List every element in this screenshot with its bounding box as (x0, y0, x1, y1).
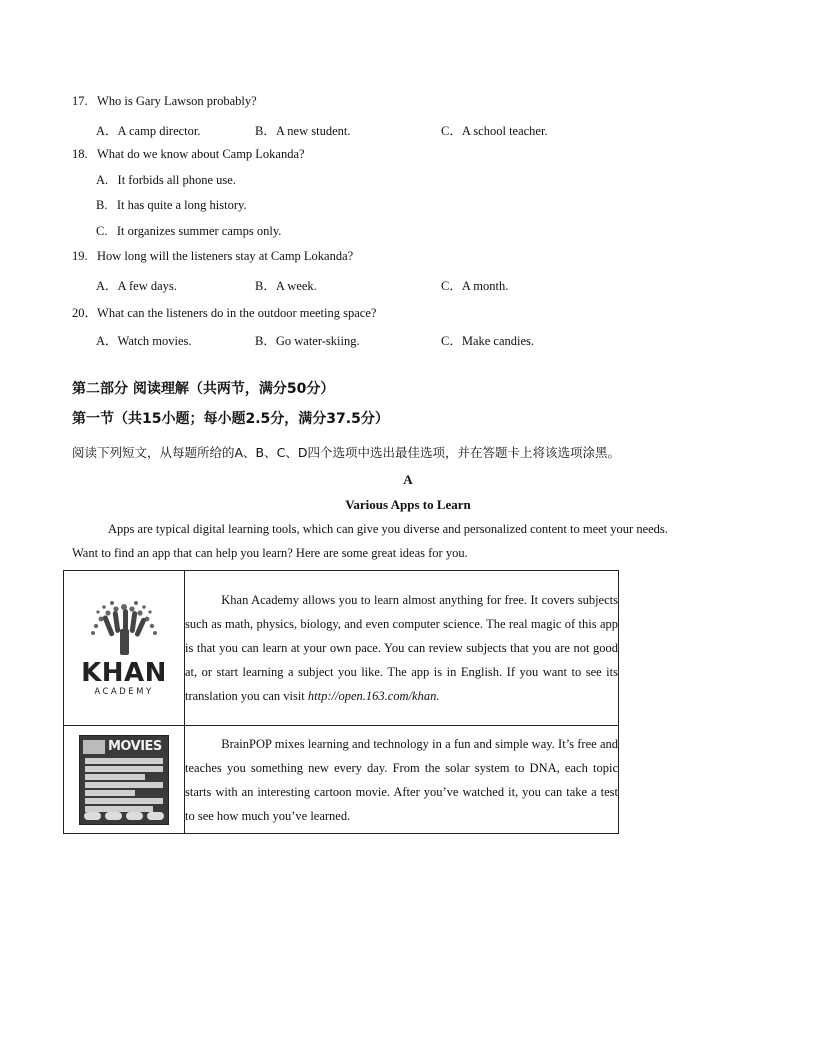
table-row (64, 571, 619, 726)
apps-table (63, 570, 619, 834)
section-title: 第一节（共15小题；每小题2.5分，满分37.5分） (72, 411, 389, 427)
option-b[interactable]: B．A week. (255, 279, 317, 293)
tree-hand-icon (82, 599, 166, 655)
intro-line-2: Want to find an app that can help you learn? Here are some great ideas for you. (72, 546, 468, 560)
khan-academy-logo (79, 599, 169, 697)
question-text: 19. How long will the listeners stay at Camp Lokanda? (72, 249, 354, 263)
table-row (64, 726, 619, 834)
brainpop-description-cell (185, 726, 619, 834)
movie-list (85, 758, 163, 812)
question-text: 20．What can the listeners do in the outdoor meeting space? (72, 306, 377, 320)
khan-logo-cell (64, 571, 185, 726)
part-title: 第二部分 阅读理解（共两节，满分50分） (72, 381, 335, 397)
control-buttons (84, 812, 164, 820)
question-text: 17. Who is Gary Lawson probably? (72, 94, 257, 108)
brainpop-logo-cell (64, 726, 185, 834)
option-c[interactable]: C．A school teacher. (441, 124, 548, 138)
option-c[interactable]: C．Make candies. (441, 334, 535, 348)
option-a[interactable]: A. It forbids all phone use. (96, 173, 236, 187)
khan-description: Khan Academy allows you to learn almost anything for free. It covers subjects such as math, physics, biology, and even computer science. The real magic of this app is that you can learn at your own pace. You can review subjects that you are not good at, or start learning a subject you like. The app is in English. If you want to see its translation you can visit http://open.163.com/khan. (185, 593, 618, 703)
passage-title: Various Apps to Learn (345, 497, 471, 512)
brainpop-description: BrainPOP mixes learning and technology in a fun and simple way. It’s free and teaches you something new every day. From the solar system to DNA, each topic starts with an interesting cartoon movie. After you’ve watched it, you can take a test to see how much you’ve learned. (185, 736, 618, 823)
option-b[interactable]: B．A new student. (255, 124, 351, 138)
khan-wordmark: KHAN (81, 658, 167, 688)
movies-title: MOVIES (108, 738, 162, 754)
khan-url[interactable]: http://open.163.com/khan. (307, 689, 440, 703)
option-b[interactable]: B．Go water-skiing. (255, 334, 360, 348)
option-a[interactable]: A．Watch movies. (96, 334, 192, 348)
brainpop-movies-logo (79, 735, 169, 825)
intro-line-1: Apps are typical digital learning tools, which can give you diverse and personalized content to meet your needs. (108, 522, 668, 536)
question-text: 18. What do we know about Camp Lokanda? (72, 147, 305, 161)
khan-wordmark-sub: ACADEMY (94, 687, 154, 697)
option-b[interactable]: B. It has quite a long history. (96, 198, 247, 212)
passage-label: A (403, 472, 413, 487)
option-c[interactable]: C．A month. (441, 279, 509, 293)
option-c[interactable]: C. It organizes summer camps only. (96, 224, 282, 238)
brainpop-mark (83, 740, 105, 754)
khan-description-cell (185, 571, 619, 726)
option-a[interactable]: A．A camp director. (96, 124, 201, 138)
instruction: 阅读下列短文，从每题所给的A、B、C、D四个选项中选出最佳选项，并在答题卡上将该选项涂黑。 (72, 445, 620, 460)
option-a[interactable]: A．A few days. (96, 279, 177, 293)
